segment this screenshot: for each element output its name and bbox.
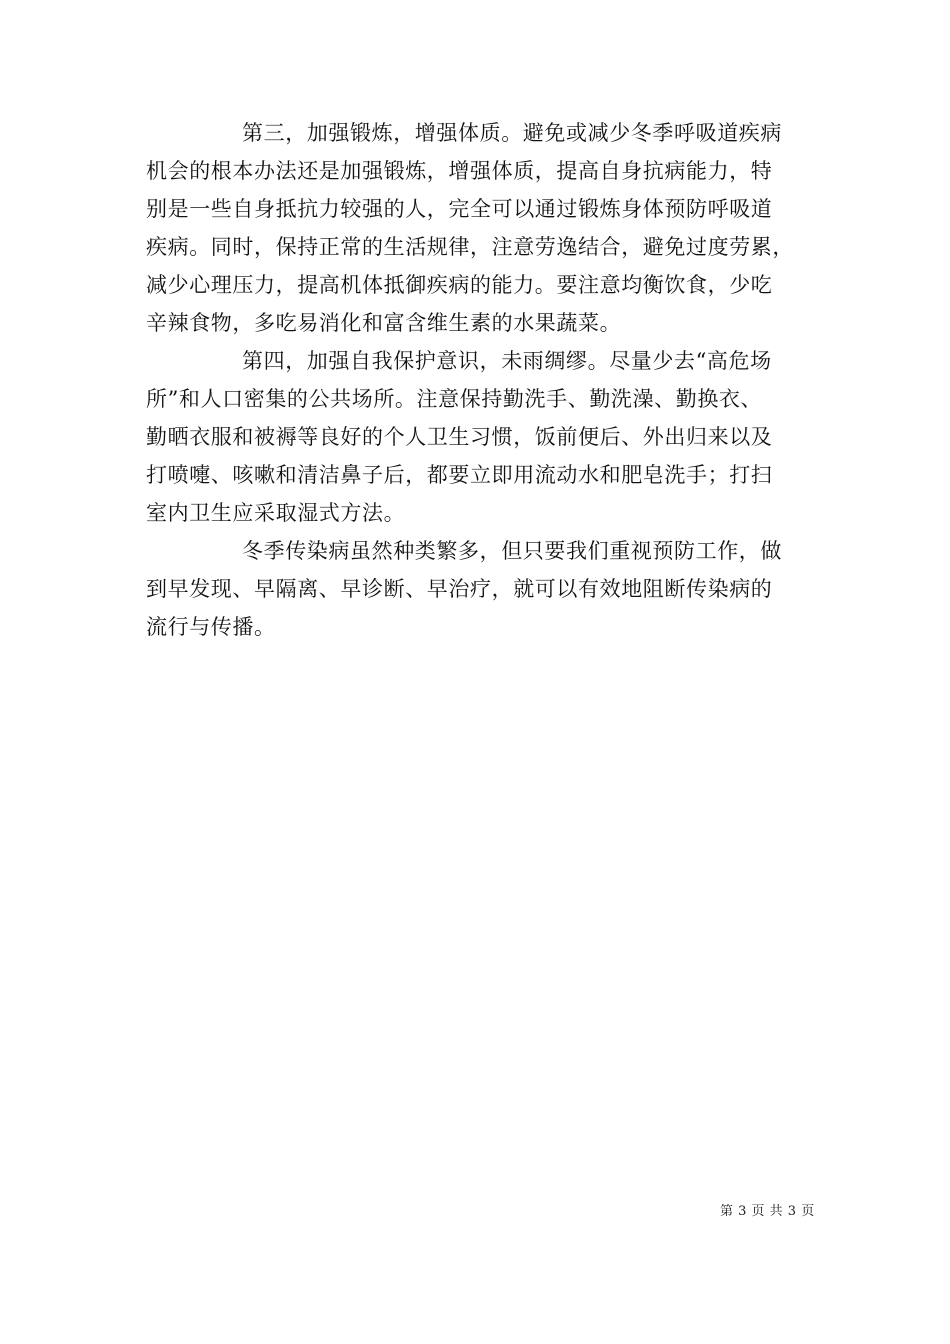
text-line: 第三，加强锻炼，增强体质。避免或减少冬季呼吸道疾病 — [242, 121, 782, 145]
text-line: 所”和人口密集的公共场所。注意保持勤洗手、勤洗澡、勤换衣、 — [146, 387, 763, 411]
paragraph-conclusion — [146, 532, 814, 646]
text-line: 疾病。同时，保持正常的生活规律，注意劳逸结合，避免过度劳累， — [146, 235, 794, 259]
text-line: 第四，加强自我保护意识，未雨绸缪。尽量少去“高危场 — [242, 349, 772, 373]
text-line: 到早发现、早隔离、早诊断、早治疗，就可以有效地阻断传染病的 — [146, 577, 773, 601]
text-line: 辛辣食物，多吃易消化和富含维生素的水果蔬菜。 — [146, 311, 622, 335]
text-line: 减少心理压力，提高机体抵御疾病的能力。要注意均衡饮食，少吃 — [146, 273, 773, 297]
text-line: 勤晒衣服和被褥等良好的个人卫生习惯，饭前便后、外出归来以及 — [146, 425, 773, 449]
text-line: 机会的根本办法还是加强锻炼，增强体质，提高自身抗病能力，特 — [146, 159, 773, 183]
text-line: 冬季传染病虽然种类繁多，但只要我们重视预防工作，做 — [242, 539, 782, 563]
text-line: 室内卫生应采取湿式方法。 — [146, 501, 406, 525]
document-body — [146, 114, 814, 646]
paragraph-self-protection — [146, 342, 814, 532]
text-line: 别是一些自身抵抗力较强的人，完全可以通过锻炼身体预防呼吸道 — [146, 197, 773, 221]
text-line: 打喷嚏、咳嗽和清洁鼻子后，都要立即用流动水和肥皂洗手；打扫 — [146, 463, 773, 487]
page-number-footer: 第 3 页 共 3 页 — [720, 1204, 815, 1219]
paragraph-exercise — [146, 114, 814, 342]
text-line: 流行与传播。 — [146, 615, 276, 639]
